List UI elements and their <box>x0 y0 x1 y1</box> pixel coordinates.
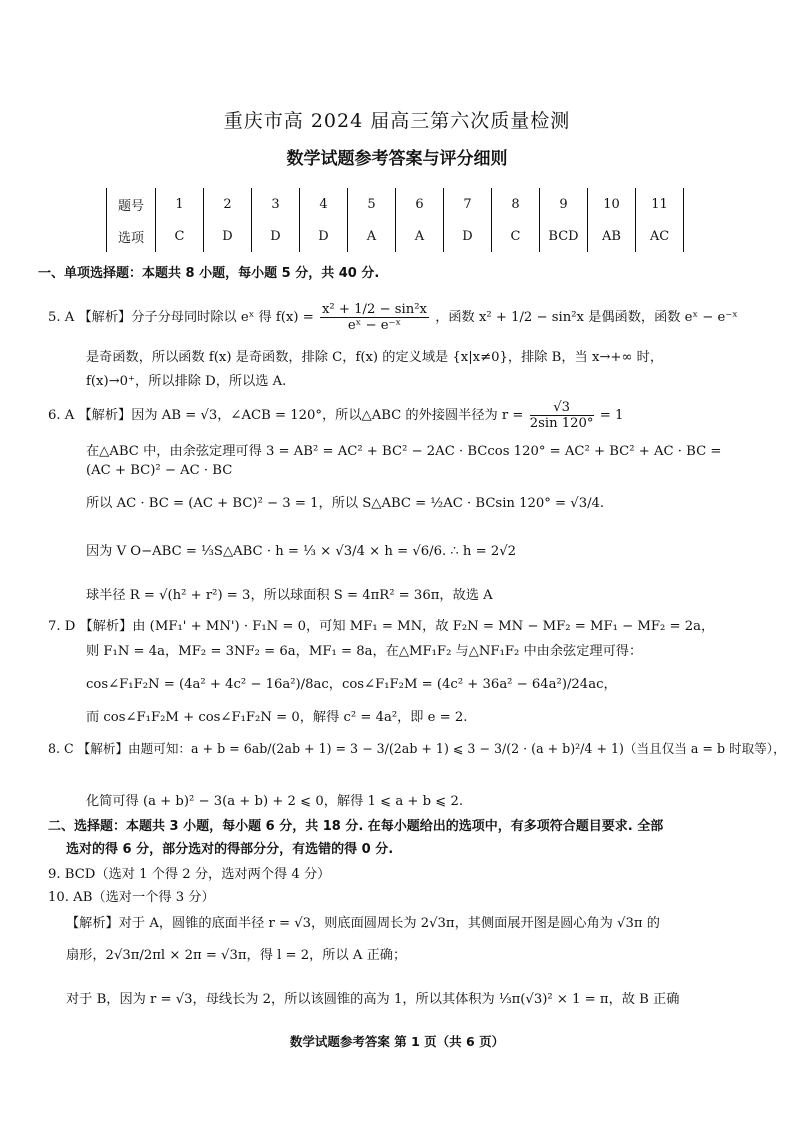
q5-text-b: ，函数 x² + 1/2 − sin²x 是偶函数，函数 eˣ − e⁻ˣ <box>435 310 738 325</box>
q10-line1: 10. AB（选对一个得 3 分） <box>48 890 215 905</box>
q7-line3: cos∠F₁F₂N = (4a² + 4c² − 16a²)/8ac，cos∠F₁F₂M = (4c² + 36a² − 64a²)/24ac， <box>86 677 617 692</box>
fraction-numerator: √3 <box>530 400 594 416</box>
table-cell: 7 <box>444 188 492 220</box>
q6-line5: 因为 V O−ABC = ⅓S△ABC · h = ⅓ × √3/4 × h = √6/6. ∴ h = 2√2 <box>86 544 517 559</box>
q6-text-a: 6. A 【解析】因为 AB = √3，∠ACB = 120°，所以△ABC 的外接圆半径为 r = <box>48 408 524 423</box>
table-cell: 9 <box>540 188 588 220</box>
table-row-label: 选项 <box>107 220 156 252</box>
table-cell: C <box>156 220 204 252</box>
table-cell: 6 <box>396 188 444 220</box>
section2-heading-line2: 选对的得 6 分，部分选对的得部分分，有选错的得 0 分. <box>66 842 394 857</box>
table-cell: D <box>204 220 252 252</box>
q6-fraction <box>530 400 594 431</box>
table-cell: 10 <box>588 188 636 220</box>
answer-table-number-row <box>107 188 684 220</box>
table-cell: 5 <box>348 188 396 220</box>
table-cell: BCD <box>540 220 588 252</box>
q7-line4: 而 cos∠F₁F₂M + cos∠F₁F₂N = 0，解得 c² = 4a²，即 e = 2. <box>86 710 468 725</box>
table-cell: AC <box>636 220 684 252</box>
q6-line2: 在△ABC 中，由余弦定理可得 3 = AB² = AC² + BC² − 2AC · BCcos 120° = AC² + BC² + AC · BC = <box>86 444 722 459</box>
table-row-label: 题号 <box>107 188 156 220</box>
fraction-numerator: x² + 1/2 − sin²x <box>321 302 427 317</box>
table-cell: 2 <box>204 188 252 220</box>
q6-line3: (AC + BC)² − AC · BC <box>86 463 233 478</box>
table-cell: D <box>252 220 300 252</box>
q10-line4: 对于 B，因为 r = √3，母线长为 2，所以该圆锥的高为 1，所以其体积为 ⅓π(√3)² × 1 = π，故 B 正确 <box>66 992 680 1007</box>
q8-line1: 8. C 【解析】由题可知：a + b = 6ab/(2ab + 1) = 3 − 3/(2ab + 1) ⩽ 3 − 3/(2 · (a + b)²/4 + 1)（当且仅当 a = b 时取等）， <box>48 741 786 756</box>
q10-line2: 【解析】对于 A，圆锥的底面半径 r = √3，则底面圆周长为 2√3π，其侧面展开图是圆心角为 √3π 的 <box>66 916 660 931</box>
q5-line1 <box>48 302 794 333</box>
fraction-denominator: eˣ − e⁻ˣ <box>347 318 402 333</box>
q10-line3: 扇形，2√3π/2πl × 2π = √3π，得 l = 2，所以 A 正确； <box>66 948 407 963</box>
q5-fraction <box>320 302 429 333</box>
page-footer: 数学试题参考答案 第 1 页（共 6 页） <box>289 1034 505 1049</box>
q8-line2: 化简可得 (a + b)² − 3(a + b) + 2 ⩽ 0，解得 1 ⩽ a + b ⩽ 2. <box>86 794 464 809</box>
q9-line1: 9. BCD（选对 1 个得 2 分，选对两个得 4 分） <box>48 867 331 882</box>
section2-heading-line1: 二、选择题：本题共 3 小题，每小题 6 分，共 18 分. 在每小题给出的选项中，有多项符合题目要求. 全部 <box>48 819 664 834</box>
table-cell: A <box>396 220 444 252</box>
table-cell: 3 <box>252 188 300 220</box>
table-cell: D <box>444 220 492 252</box>
q7-line1: 7. D 【解析】由 (MF₁' + MN') · F₁N = 0，可知 MF₁ = MN，故 F₂N = MN − MF₂ = MF₁ − MF₂ = 2a， <box>48 619 715 634</box>
q5-text-a: 5. A 【解析】分子分母同时除以 eˣ 得 f(x) = <box>48 310 314 325</box>
answer-table <box>106 188 684 252</box>
exam-title: 重庆市高 2024 届高三第六次质量检测 <box>223 110 571 132</box>
q6-text-b: = 1 <box>599 408 624 423</box>
table-cell: 8 <box>492 188 540 220</box>
q6-line1 <box>48 400 794 431</box>
table-cell: 1 <box>156 188 204 220</box>
table-cell: D <box>300 220 348 252</box>
q5-line3: f(x)→0⁺，所以排除 D，所以选 A. <box>86 374 287 389</box>
table-cell: 4 <box>300 188 348 220</box>
q6-line4: 所以 AC · BC = (AC + BC)² − 3 = 1，所以 S△ABC = ½AC · BCsin 120° = √3/4. <box>86 496 605 511</box>
table-cell: C <box>492 220 540 252</box>
fraction-denominator: 2sin 120° <box>529 416 594 431</box>
section1-heading: 一、单项选择题：本题共 8 小题，每小题 5 分，共 40 分. <box>38 266 380 281</box>
answer-table-answer-row <box>107 220 684 252</box>
q7-line2: 则 F₁N = 4a，MF₂ = 3NF₂ = 6a，MF₁ = 8a，在△MF₁F₂ 与△NF₁F₂ 中由余弦定理可得： <box>86 644 643 659</box>
table-cell: A <box>348 220 396 252</box>
q6-line6: 球半径 R = √(h² + r²) = 3，所以球面积 S = 4πR² = 36π，故选 A <box>86 588 493 603</box>
exam-subtitle: 数学试题参考答案与评分细则 <box>286 149 508 169</box>
table-cell: 11 <box>636 188 684 220</box>
q5-line2: 是奇函数，所以函数 f(x) 是奇函数，排除 C，f(x) 的定义域是 {x|x≠0}，排除 B，当 x→+∞ 时， <box>86 350 664 365</box>
table-cell: AB <box>588 220 636 252</box>
